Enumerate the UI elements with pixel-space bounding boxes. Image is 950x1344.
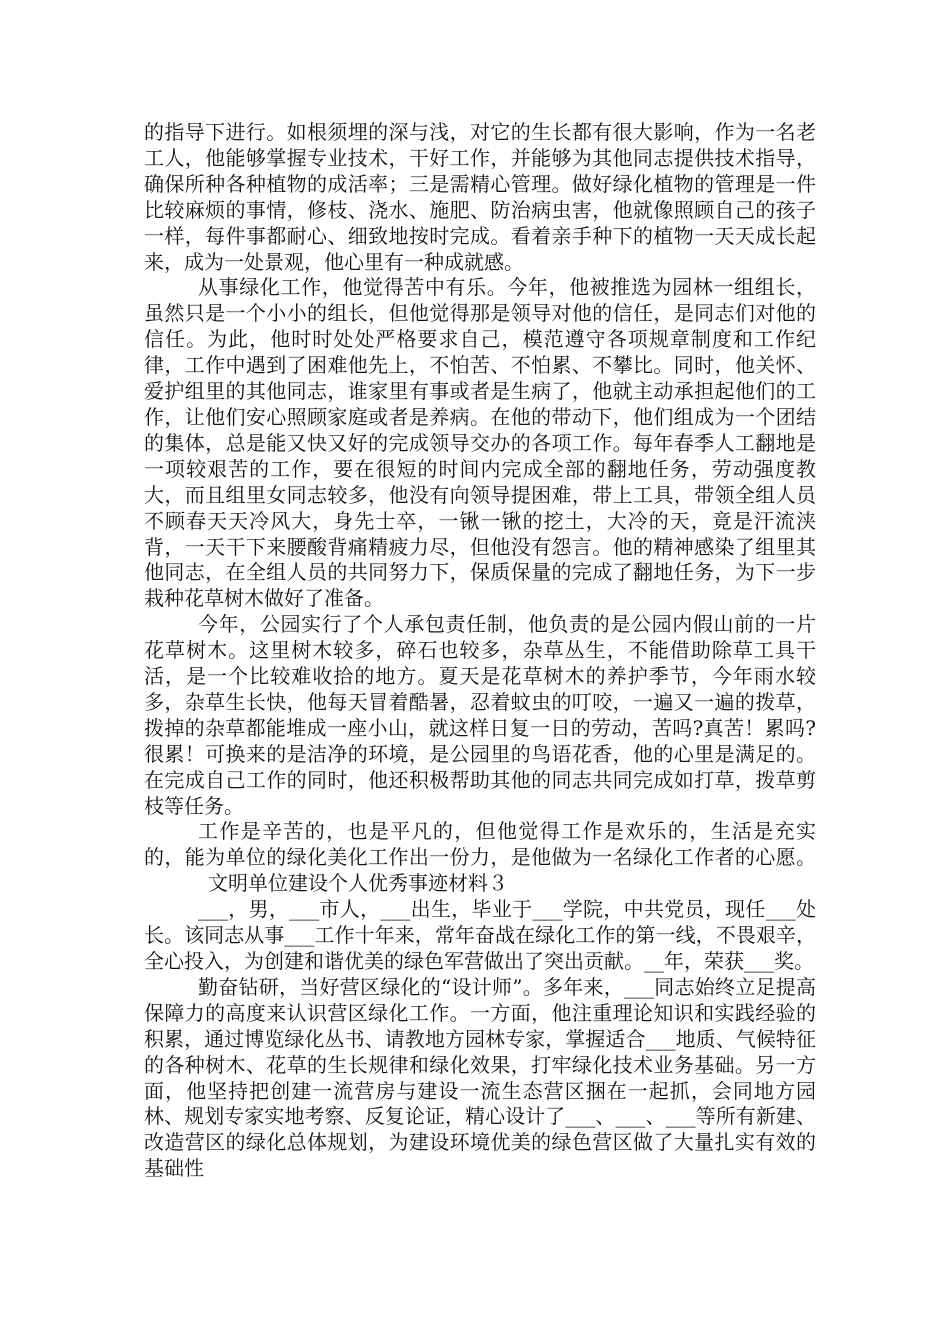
- paragraph-3-text: 今年，公园实行了个人承包责任制，他负责的是公园内假山前的一片花草树木。这里树木较多，碎石也较多，杂草丛生，不能借助除草工具干活，是一个比较难收拾的地方。夏天是花草树木的养护季节，今年雨水较多，杂草生长快，他每天冒着酷暑，忍着蚊虫的叮咬，一遍又一遍的拨草，拨掉的杂草都能堆成一座小山，就这样日复一日的劳动，苦吗?真苦！累吗?很累！可换来的是洁净的环境，是公园里的鸟语花香，他的心里是满足的。在完成自己工作的同时，他还积极帮助其他的同志共同完成如打草，拨草剪枝等任务。: [144, 612, 816, 818]
- paragraph-2-text: 从事绿化工作，他觉得苦中有乐。今年，他被推选为园林一组组长，虽然只是一个小小的组长，但他觉得那是领导对他的信任，是同志们对他的信任。为此，他时时处处严格要求自己，模范遵守各项规章制度和工作纪律，工作中遇到了困难他先上，不怕苦、不怕累、不攀比。同时，他关怀、爱护组里的其他同志，谁家里有事或者是生病了，他就主动承担起他们的工作，让他们安心照顾家庭或者是养病。在他的带动下，他们组成为一个团结的集体，总是能又快又好的完成领导交办的各项工作。每年春季人工翻地是一项较艰苦的工作，要在很短的时间内完成全部的翻地任务，劳动强度教大，而且组里女同志较多，他没有向领导提困难，带上工具，带领全组人员不顾春天天冷风大，身先士卒，一锹一锹的挖土，大冷的天，竟是汗流浃背，一天干下来腰酸背痛精疲力尽，但他没有怨言。他的精神感染了组里其他同志，在全组人员的共同努力下，保质保量的完成了翻地任务，为下一步栽种花草树木做好了准备。: [144, 275, 816, 611]
- paragraph-4: [144, 819, 816, 897]
- paragraph-3: [144, 612, 816, 819]
- paragraph-6-text: 勤奋钻研，当好营区绿化的“设计师”。多年来，___同志始终立足提高保障力的高度来认识营区绿化工作。一方面，他注重理论知识和实践经验的积累，通过博览绿化丛书、请教地方园林专家，掌握适合___地质、气候特征的各种树木、花草的生长规律和绿化效果，打牢绿化技术业务基础。另一方面，他坚持把创建一流营房与建设一流生态营区捆在一起抓，会同地方园林、规划专家实地考察、反复论证，精心设计了___、___、___等所有新建、改造营区的绿化总体规划，为建设环境优美的绿色营区做了大量扎实有效的基础性: [144, 974, 816, 1181]
- paragraph-5-text: ___，男，___市人，___出生，毕业于___学院，中共党员，现任___处长。该同志从事___工作十年来，常年奋战在绿化工作的第一线，不畏艰辛，全心投入，为创建和谐优美的绿色军营做出了突出贡献。__年，荣获___奖。: [144, 897, 816, 973]
- paragraph-1-text: 的指导下进行。如根须埋的深与浅，对它的生长都有很大影响，作为一名老工人，他能够掌握专业技术，干好工作，并能够为其他同志提供技术指导，确保所种各种植物的成活率；三是需精心管理。做好绿化植物的管理是一件比较麻烦的事情，修枝、浇水、施肥、防治病虫害，他就像照顾自己的孩子一样，每件事都耐心、细致地按时完成。看着亲手种下的植物一天天成长起来，成为一处景观，他心里有一种成就感。: [144, 120, 816, 274]
- paragraph-5: [144, 897, 816, 975]
- paragraph-2: [144, 275, 816, 612]
- paragraph-1: [144, 120, 816, 275]
- paragraph-6: [144, 975, 816, 1182]
- document-page: [144, 120, 816, 1182]
- paragraph-4-text: 工作是辛苦的，也是平凡的，但他觉得工作是欢乐的，生活是充实的，能为单位的绿化美化工作出一份力，是他做为一名绿化工作者的心愿。: [144, 819, 816, 870]
- section-title: 文明单位建设个人优秀事迹材料３: [208, 871, 508, 896]
